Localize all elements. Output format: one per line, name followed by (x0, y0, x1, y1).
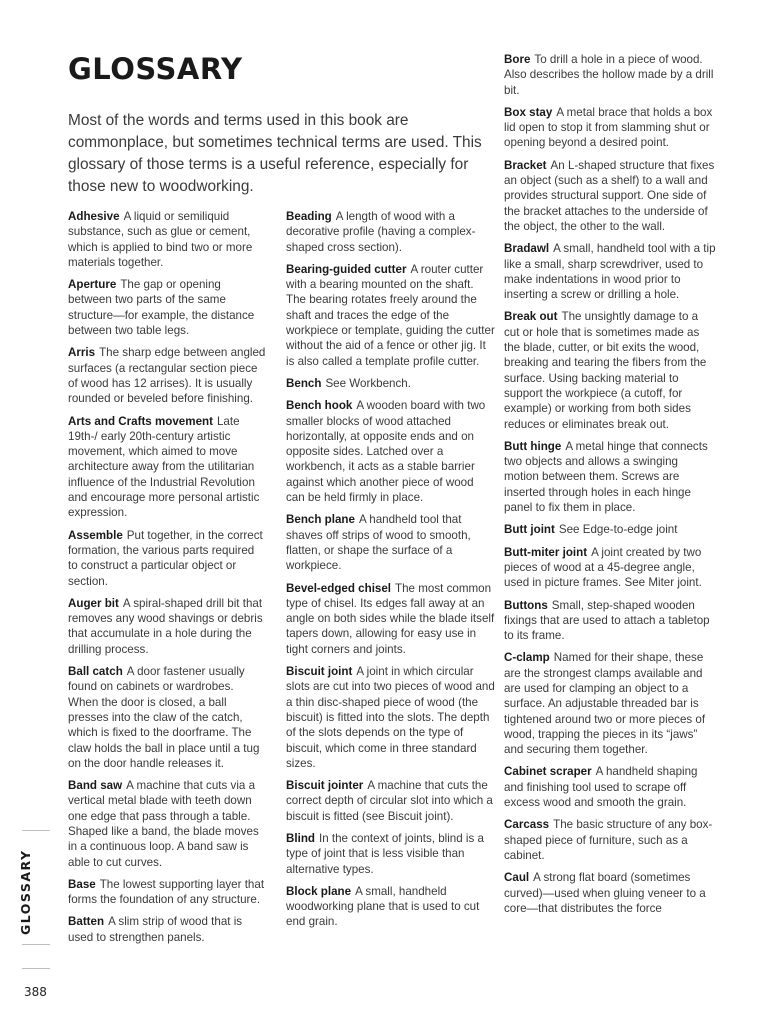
glossary-entry (286, 884, 495, 930)
glossary-column-2 (286, 209, 495, 937)
glossary-definition: A machine that cuts via a vertical metal blade with teeth down one edge that pass through a table. Shaped like a band, the blade moves in a continuous loop. A band saw is able to cut curves. (68, 779, 259, 869)
glossary-term: Box stay (504, 105, 553, 119)
glossary-term: Arts and Crafts movement (68, 414, 213, 428)
glossary-term: Carcass (504, 818, 550, 832)
glossary-definition: See Edge-to-edge joint (558, 523, 678, 537)
glossary-term: Auger bit (68, 596, 119, 610)
glossary-entry (504, 817, 716, 863)
glossary-term: Assemble (68, 528, 123, 542)
glossary-term: Bradawl (504, 242, 550, 256)
glossary-column-1 (68, 209, 266, 952)
glossary-term: Adhesive (68, 210, 120, 223)
glossary-term: Block plane (286, 884, 352, 898)
glossary-definition: Put together, in the correct formation, the various parts required to construct a particular object or section. (68, 528, 263, 588)
glossary-term: Band saw (68, 779, 123, 793)
glossary-term: Blind (286, 831, 315, 845)
glossary-entry (286, 398, 495, 505)
glossary-definition: A door fastener usually found on cabinets or wardrobes. When the door is closed, a ball presses into the claw of the catch, which is fixed to the doorframe. The claw holds the ball in place until a tug on the door handle releases it. (68, 665, 260, 770)
glossary-term: Aperture (68, 278, 117, 292)
glossary-entry (68, 345, 266, 406)
glossary-definition: A strong flat board (sometimes curved)—used when gluing veneer to a core—that distributes the force (504, 871, 706, 915)
glossary-term: Bench (286, 376, 322, 390)
glossary-term: Butt joint (504, 523, 555, 537)
glossary-term: Butt hinge (504, 439, 562, 453)
glossary-definition: The most common type of chisel. Its edges fall away at an angle on both sides while the blade itself tapers down, allowing for easy use in tight corners and joints. (286, 581, 495, 656)
glossary-term: Bracket (504, 158, 547, 172)
glossary-definition: A handheld tool that shaves off strips of wood to smooth, flatten, or shape the surface of a workpiece. (286, 513, 471, 573)
glossary-term: Buttons (504, 598, 548, 612)
glossary-entry (68, 528, 266, 589)
glossary-definition: The unsightly damage to a cut or hole that is sometimes made as the blade, cutter, or bit exits the wood, breaking and tearing the fibers from the surface. Using backing material to support the workpiece (a cutoff, for example) or working from both sides reduces or eliminates break out. (504, 310, 707, 431)
glossary-entry (286, 209, 495, 255)
glossary-definition: An L-shaped structure that fixes an object (such as a shelf) to a wall and provides structural support. One side of the bracket attaches to the underside of the object, the other to the wall. (504, 158, 715, 233)
page-title: GLOSSARY (68, 52, 243, 86)
glossary-entry (504, 439, 716, 515)
glossary-definition: See Workbench. (325, 376, 411, 390)
sidebar-divider-middle (22, 944, 50, 945)
glossary-entry (504, 598, 716, 644)
glossary-term: Ball catch (68, 665, 123, 679)
glossary-entry (286, 778, 495, 824)
glossary-definition: A slim strip of wood that is used to strengthen panels. (68, 915, 243, 944)
glossary-term: Bench hook (286, 399, 353, 413)
glossary-entry (68, 914, 266, 945)
glossary-entry (68, 209, 266, 270)
glossary-entry (286, 376, 495, 391)
glossary-term: C-clamp (504, 651, 550, 665)
sidebar-divider-bottom (22, 968, 50, 969)
glossary-definition: A wooden board with two smaller blocks of wood attached horizontally, at opposite ends and on opposite sides. Latched over a workbench, it acts as a stable barrier against which another piece of wood can be held firmly in place. (286, 399, 486, 505)
glossary-definition: In the context of joints, blind is a type of joint that is less visible than alternative types. (286, 831, 484, 876)
glossary-term: Biscuit jointer (286, 779, 364, 793)
glossary-entry (504, 241, 716, 302)
glossary-definition: To drill a hole in a piece of wood. Also describes the hollow made by a drill bit. (504, 53, 714, 97)
glossary-entry (68, 414, 266, 521)
glossary-definition: A spiral-shaped drill bit that removes any wood shavings or debris that accumulate in a hole during the drilling process. (68, 596, 263, 656)
glossary-entry (286, 831, 495, 877)
glossary-entry (504, 870, 716, 916)
glossary-entry (286, 581, 495, 657)
glossary-entry (286, 512, 495, 573)
intro-paragraph: Most of the words and terms used in this book are commonplace, but sometimes technical terms are used. This glossary of those terms is a useful reference, especially for those new to woodworking. (68, 112, 482, 195)
glossary-definition: A router cutter with a bearing mounted on the shaft. The bearing rotates freely around the shaft and traces the edge of the workpiece or template, guiding the cutter without the aid of a fence or other jig. It is also called a template profile cutter. (286, 262, 495, 368)
glossary-definition: Small, step-shaped wooden fixings that are used to attach a tabletop to its frame. (504, 598, 710, 643)
glossary-definition: The sharp edge between angled surfaces (a rectangular section piece of wood has 12 arrises). It is usually rounded or beveled before finishing. (68, 346, 266, 406)
glossary-entry (504, 52, 716, 98)
sidebar-divider-top (22, 830, 50, 831)
glossary-definition: A joint created by two pieces of wood at a 45-degree angle, used in picture frames. See Miter joint. (504, 545, 702, 590)
glossary-term: Arris (68, 346, 96, 360)
glossary-definition: A metal hinge that connects two objects and allows a swinging motion between them. Screws are inserted through holes in each hinge panel to fix them in place. (504, 439, 708, 515)
glossary-entry (504, 105, 716, 151)
glossary-term: Bearing-guided cutter (286, 262, 407, 276)
glossary-definition: A small, handheld tool with a tip like a small, sharp screwdriver, used to make indentations in wood prior to inserting a screw or drilling a hole. (504, 242, 716, 302)
glossary-term: Bore (504, 53, 531, 66)
glossary-entry (68, 877, 266, 908)
glossary-term: Caul (504, 871, 530, 885)
glossary-entry (504, 650, 716, 757)
glossary-definition: A liquid or semiliquid substance, such as glue or cement, which is applied to bind two or more materials together. (68, 210, 253, 269)
glossary-term: Bench plane (286, 513, 355, 527)
sidebar-section-label: GLOSSARY (18, 849, 33, 935)
glossary-definition: The lowest supporting layer that forms the foundation of any structure. (68, 877, 265, 907)
glossary-definition: A small, handheld woodworking plane that is used to cut end grain. (286, 884, 480, 929)
glossary-term: Butt-miter joint (504, 545, 588, 559)
glossary-entry (504, 522, 716, 537)
glossary-term: Cabinet scraper (504, 765, 592, 779)
glossary-term: Batten (68, 915, 105, 929)
glossary-definition: The gap or opening between two parts of the same structure—for example, the distance between two table legs. (68, 278, 255, 338)
glossary-entry (286, 262, 495, 369)
glossary-definition: Named for their shape, these are the strongest clamps available and are used for clamping an object to a surface. An adjustable threaded bar is tightened around two or more pieces of wood, trapping the pieces in its “jaws” and securing them together. (504, 651, 706, 757)
glossary-definition: Late 19th-/ early 20th-century artistic movement, which aimed to move architecture away from the utilitarian influence of the Industrial Revolution and encourage more personal artistic expression. (68, 414, 260, 520)
glossary-term: Bevel-edged chisel (286, 581, 392, 595)
glossary-entry (68, 664, 266, 771)
glossary-definition: A length of wood with a decorative profile (having a complex-shaped cross section). (286, 210, 476, 254)
glossary-entry (286, 664, 495, 771)
glossary-definition: A joint in which circular slots are cut into two pieces of wood and a thin disc-shaped piece of wood (the biscuit) is fitted into the slots. The depth of the slots depends on the type of biscuit, which come in three standard sizes. (286, 665, 495, 770)
glossary-definition: The basic structure of any box-shaped piece of furniture, such as a cabinet. (504, 818, 713, 862)
glossary-definition: A metal brace that holds a box lid open to stop it from slamming shut or opening beyond a desired point. (504, 105, 713, 150)
glossary-entry (504, 764, 716, 810)
glossary-entry (68, 778, 266, 870)
glossary-term: Base (68, 877, 96, 891)
glossary-column-3 (504, 52, 716, 923)
glossary-entry (504, 309, 716, 431)
glossary-definition: A machine that cuts the correct depth of circular slot into which a biscuit is fitted (see Biscuit joint). (286, 779, 493, 823)
glossary-entry (504, 545, 716, 591)
glossary-term: Biscuit joint (286, 665, 353, 679)
glossary-definition: A handheld shaping and finishing tool used to scrape off excess wood and smooth the grain. (504, 765, 698, 810)
glossary-entry (504, 158, 716, 234)
page-number: 388 (24, 985, 47, 999)
glossary-entry (68, 596, 266, 657)
glossary-term: Break out (504, 310, 558, 324)
glossary-entry (68, 277, 266, 338)
glossary-term: Beading (286, 210, 332, 223)
